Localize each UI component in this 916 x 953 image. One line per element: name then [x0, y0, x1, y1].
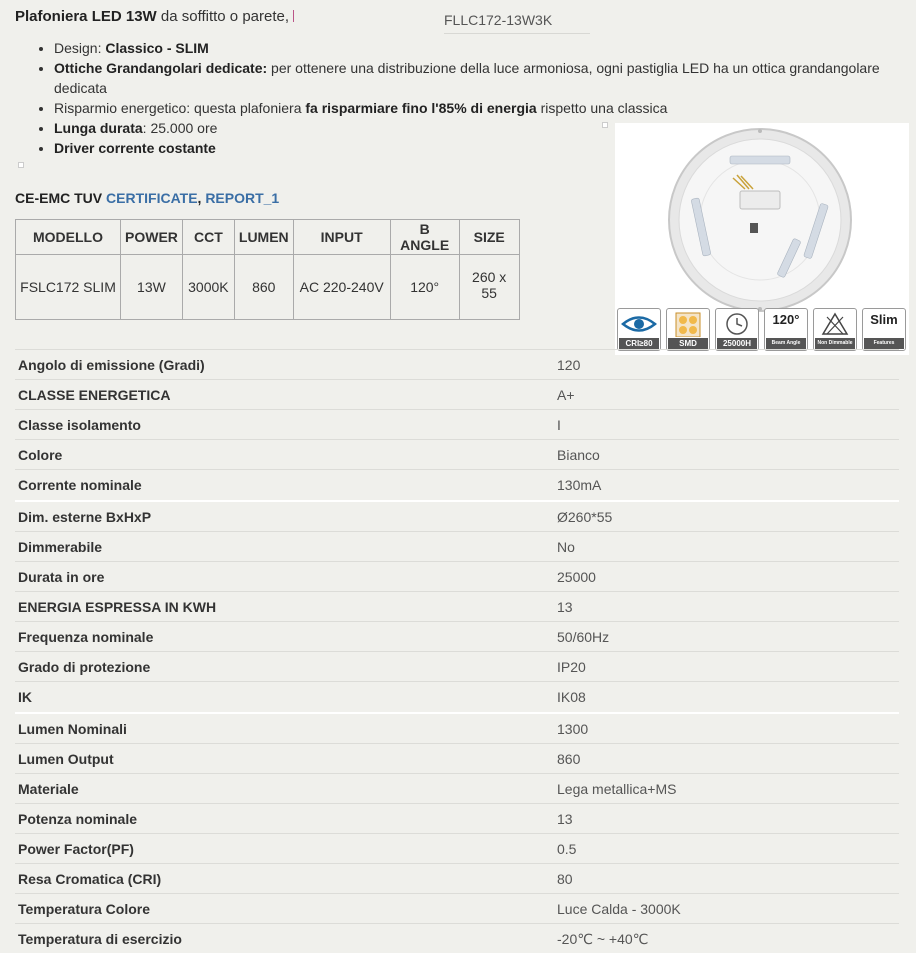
- report-link[interactable]: REPORT_1: [205, 190, 280, 206]
- certificate-link[interactable]: CERTIFICATE: [106, 190, 198, 206]
- feature-item: • Risparmio energetico: questa plafoniera fa risparmiare fino l'85% di energia rispetto una classica: [54, 98, 916, 118]
- table-cell: 120°: [390, 255, 459, 320]
- list-item: Classe isolamento I: [15, 409, 899, 439]
- header-cell: LUMEN: [234, 220, 293, 255]
- non-dimmable-icon: [814, 311, 856, 337]
- list-item: Power Factor(PF) 0.5: [15, 833, 899, 863]
- smd-chip-icon: [667, 311, 709, 337]
- list-item: CLASSE ENERGETICA A+: [15, 379, 899, 409]
- list-item: Durata in ore 25000: [15, 561, 899, 591]
- list-item: ENERGIA ESPRESSA IN KWH 13: [15, 591, 899, 621]
- title-rest: da soffitto o parete,: [160, 8, 290, 25]
- table-cell: 260 x 55: [459, 255, 519, 320]
- header-cell: SIZE: [459, 220, 519, 255]
- badge-beam-angle: 120° Beam Angle: [764, 308, 808, 351]
- attribute-list: [15, 349, 899, 953]
- list-item: Angolo di emissione (Gradi) 120: [15, 349, 899, 379]
- feature-item: • Lunga durata: 25.000 ore: [54, 118, 916, 138]
- table-cell: FSLC172 SLIM: [16, 255, 121, 320]
- badge-lifetime: 25000H: [715, 308, 759, 351]
- beam-angle-value: 120°: [772, 312, 800, 327]
- broken-image-icon: [18, 162, 24, 168]
- header-cell: INPUT: [293, 220, 390, 255]
- badge-non-dimmable: Non Dimmable: [813, 308, 857, 351]
- list-item: Temperatura di esercizio -20℃ ~ +40℃: [15, 923, 899, 953]
- header-cell: POWER: [121, 220, 183, 255]
- feature-item: • Design: Classico - SLIM: [54, 38, 916, 58]
- spec-header-row: [16, 220, 520, 255]
- text-cursor: [293, 10, 294, 22]
- spec-table: [15, 219, 520, 320]
- table-cell: 13W: [121, 255, 183, 320]
- list-item: IK IK08: [15, 681, 899, 711]
- table-cell: 860: [234, 255, 293, 320]
- header-cell: B ANGLE: [390, 220, 459, 255]
- list-item: Lumen Output 860: [15, 743, 899, 773]
- list-item: Resa Cromatica (CRI) 80: [15, 863, 899, 893]
- list-item: Dimmerabile No: [15, 531, 899, 561]
- list-item: Temperatura Colore Luce Calda - 3000K: [15, 893, 899, 923]
- list-item: Materiale Lega metallica+MS: [15, 773, 899, 803]
- list-item: Dim. esterne BxHxP Ø260*55: [15, 500, 899, 531]
- list-item: Lumen Nominali 1300: [15, 712, 899, 743]
- table-row: [16, 255, 520, 320]
- feature-item: • Driver corrente costante: [54, 138, 916, 158]
- header-cell: MODELLO: [16, 220, 121, 255]
- list-item: Colore Bianco: [15, 439, 899, 469]
- slim-label: Slim: [870, 312, 898, 327]
- badge-smd: SMD: [666, 308, 710, 351]
- list-item: Potenza nominale 13: [15, 803, 899, 833]
- eye-icon: [618, 311, 660, 337]
- list-item: Frequenza nominale 50/60Hz: [15, 621, 899, 651]
- table-cell: AC 220-240V: [293, 255, 390, 320]
- feature-badges: [617, 308, 909, 352]
- certification-line: CE-EMC TUV CERTIFICATE, REPORT_1: [15, 190, 280, 206]
- list-item: Corrente nominale 130mA: [15, 469, 899, 499]
- badge-cri: CRI≥80: [617, 308, 661, 351]
- table-cell: 3000K: [182, 255, 234, 320]
- feature-item: • Ottiche Grandangolari dedicate: per ottenere una distribuzione della luce armoniosa, ogni pastiglia LED ha un ottica grandangolare dedicata: [54, 58, 916, 98]
- clock-icon: [716, 311, 758, 337]
- badge-slim: Slim Features: [862, 308, 906, 351]
- header-cell: CCT: [182, 220, 234, 255]
- product-code: FLLC172-13W3K: [444, 12, 590, 34]
- list-item: Grado di protezione IP20: [15, 651, 899, 681]
- title-bold: Plafoniera LED 13W: [15, 8, 157, 25]
- page-title: [15, 8, 294, 25]
- broken-image-icon: [602, 122, 608, 128]
